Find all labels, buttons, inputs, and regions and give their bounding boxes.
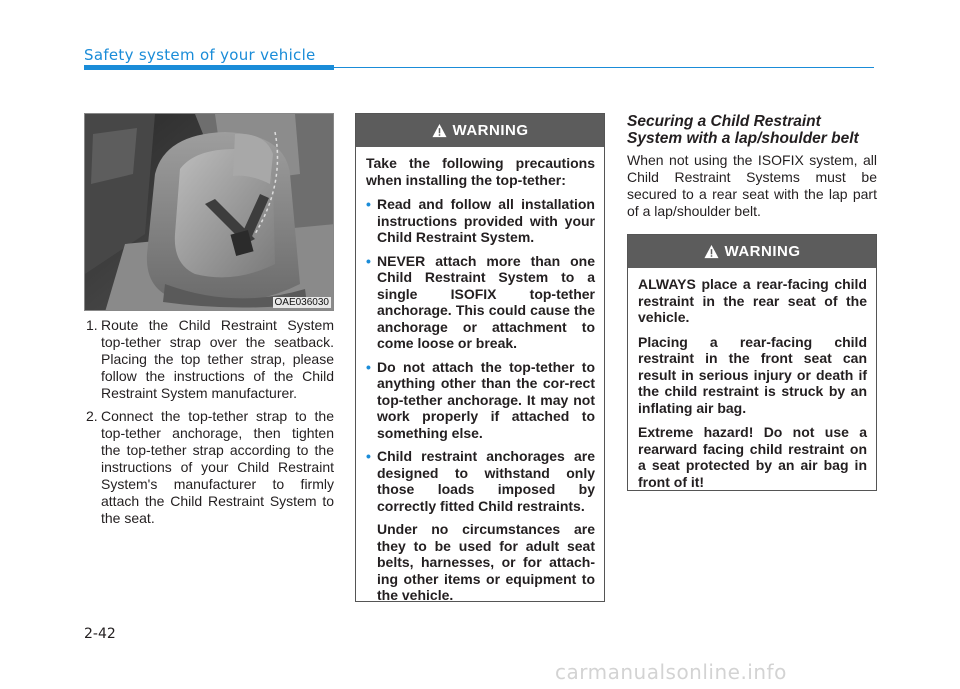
warning-bullet [366, 359, 595, 442]
bullet-dot-icon: • [366, 252, 371, 269]
warning-bullet [366, 448, 595, 514]
step-text: Connect the top-tether strap to the top-tether anchorage, then tighten the top-tether strap according to the instructions of your Child Restraint System's manufacturer to firmly attach the Child Restraint System to the seat. [101, 408, 334, 526]
child-seat-photo-icon [85, 114, 334, 311]
section-title: Safety system of your vehicle [84, 46, 316, 64]
warning-bullet-text: Do not attach the top-tether to anything other than the cor-rect top-tether anchorage. It may not work properly if attached to something else. [377, 358, 595, 441]
step-number: 1. [86, 317, 98, 333]
warning-header [628, 235, 876, 268]
step-item [86, 317, 334, 402]
body-paragraph: When not using the ISOFIX system, all Child Restraint Systems must be secured to a rear seat with the lap part of a lap/shoulder belt. [627, 152, 877, 219]
page-number: 2-42 [84, 626, 116, 642]
warning-body [356, 147, 604, 614]
bullet-dot-icon: • [366, 196, 371, 212]
subheading: Securing a Child Restraint System with a lap/shoulder belt [627, 113, 859, 147]
step-text: Route the Child Restraint System top-tether strap over the seatback. Placing the top tether strap, please follow the instructions of the Child Restraint System manufacturer. [101, 317, 334, 401]
bullet-dot-icon: • [366, 358, 371, 375]
warning-paragraph: ALWAYS place a rear-facing child restraint in the rear seat of the vehicle. [638, 276, 867, 325]
step-number: 2. [86, 408, 98, 424]
watermark: carmanualsonline.info [555, 660, 787, 684]
warning-title: WARNING [452, 122, 529, 139]
steps-list [86, 317, 334, 533]
warning-paragraph: Extreme hazard! Do not use a rearward facing child restraint on a seat protected by an air bag in front of it! [638, 424, 867, 490]
warning-header [356, 114, 604, 147]
bullet-dot-icon: • [366, 448, 371, 464]
warning-box-rear-facing [627, 234, 877, 491]
warning-intro: Take the following precautions when installing the top-tether: [366, 155, 595, 188]
figure-code: OAE036030 [274, 297, 329, 308]
step-item [86, 408, 334, 527]
warning-bullet [366, 253, 595, 352]
warning-title: WARNING [724, 243, 801, 260]
warning-bullet-text: Read and follow all installation instructions provided with your Child Restraint System. [377, 196, 595, 245]
warning-paragraph: Placing a rear-facing child restraint in the front seat can result in serious injury or death if the child restraint is struck by an inflating air bag. [638, 333, 867, 416]
warning-bullet-text: Child restraint anchorages are designed to withstand only those loads imposed by correctly fitted Child restraints. [377, 448, 595, 514]
warning-triangle-icon [432, 123, 447, 138]
warning-box-top-tether [355, 113, 605, 602]
warning-body [628, 268, 876, 508]
warning-triangle-icon [704, 244, 719, 259]
header-rule [84, 67, 874, 68]
warning-bullet-text: NEVER attach more than one Child Restraint System to a single ISOFIX top-tether anchorage. This could cause the anchorage or attachment to come loose or break. [377, 252, 595, 351]
warning-bullet [366, 196, 595, 246]
warning-continuation: Under no circumstances are they to be used for adult seat belts, harnesses, or for attach-ing other items or equipment to the vehicle. [377, 521, 595, 603]
child-seat-photo [84, 113, 334, 311]
